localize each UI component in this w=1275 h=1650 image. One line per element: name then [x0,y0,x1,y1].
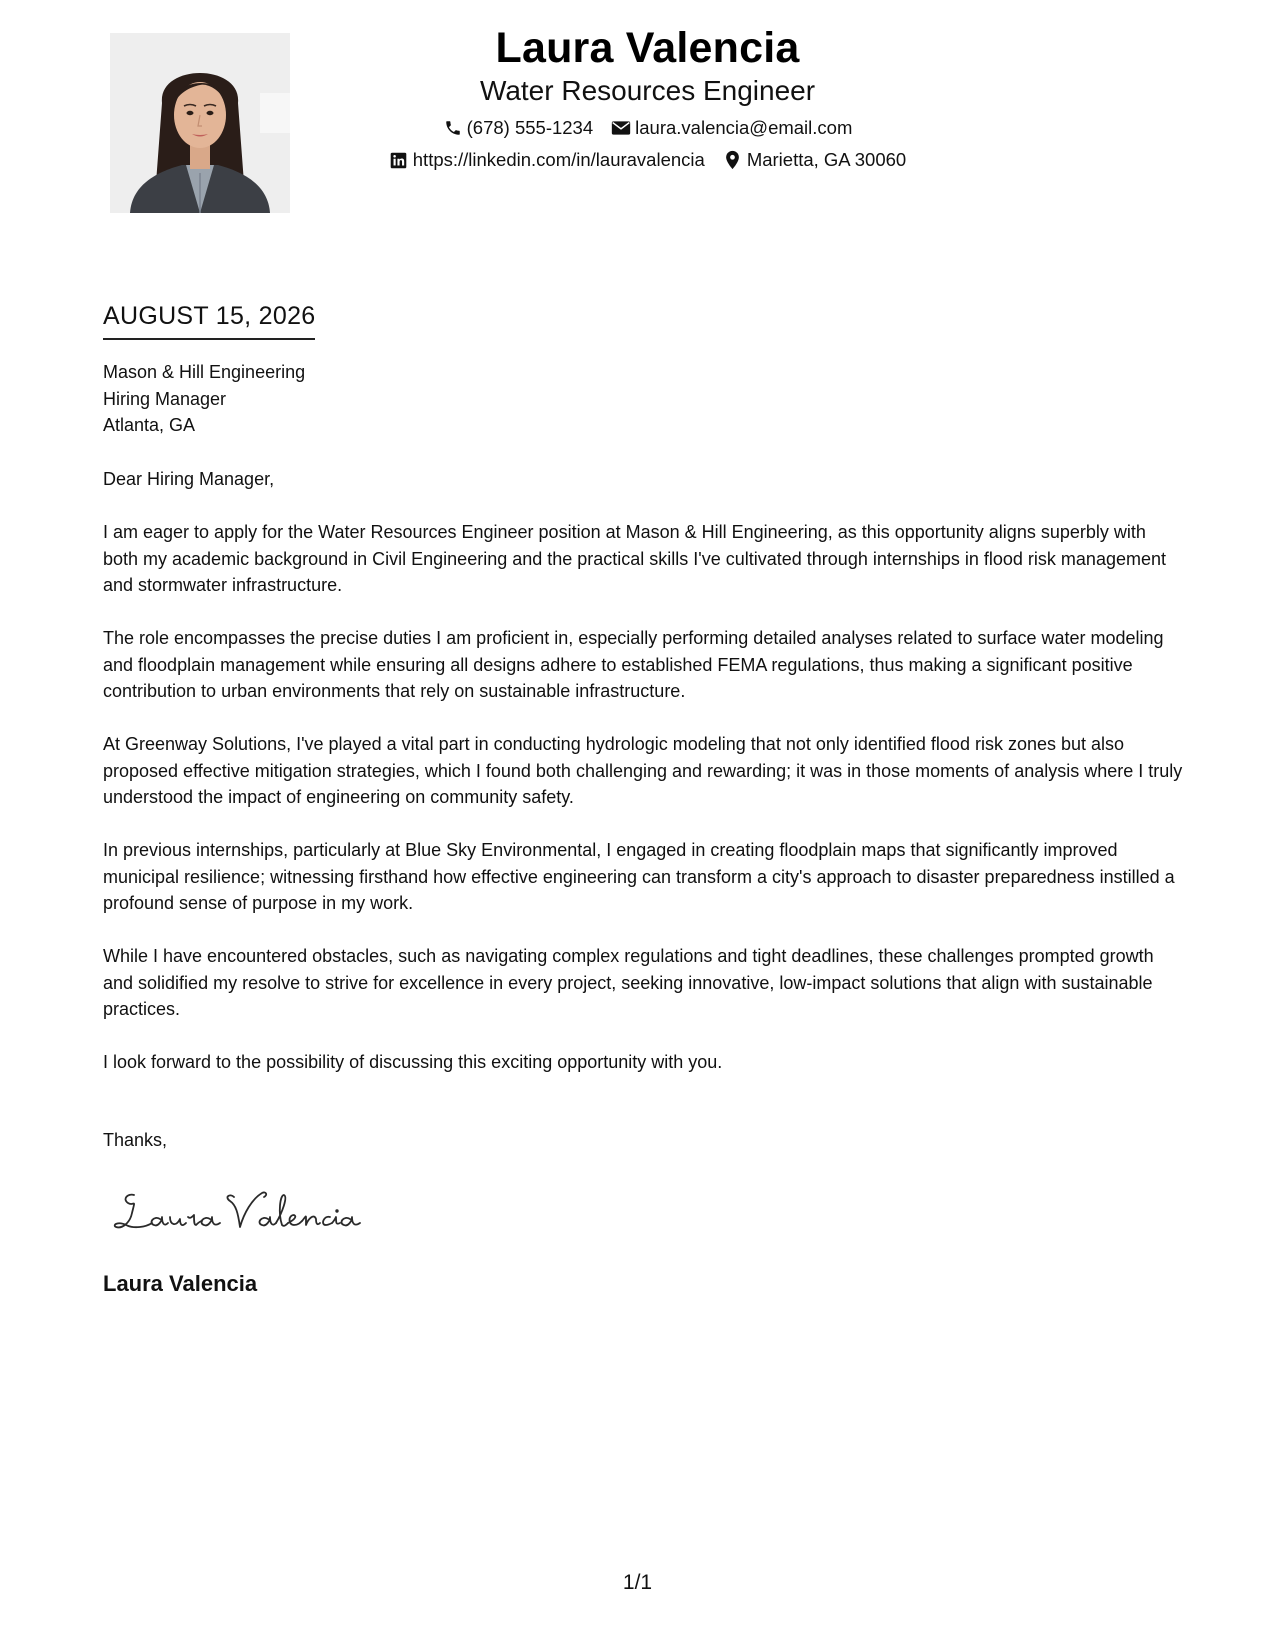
letter-date: AUGUST 15, 2026 [103,300,315,340]
signer-name: Laura Valencia [103,1271,258,1296]
recipient-block [103,359,305,439]
salutation: Dear Hiring Manager, [103,469,275,489]
contact-row-1 [290,116,1005,140]
paragraph-5: While I have encountered obstacles, such as navigating complex regulations and tight deadlines, these challenges prompted growth and solidified my resolve to strive for excellence in every project, seeking innovative, low-impact solutions that align with sustainable practices. [103,946,1154,1019]
resume-header [290,22,1005,172]
profile-photo [110,33,290,213]
contact-location [723,148,906,172]
phone-icon [443,118,463,138]
paragraph-4: In previous internships, particularly at Blue Sky Environmental, I engaged in creating floodplain maps that significantly improved municipal resilience; witnessing firsthand how effective engineering can transform a city's approach to disaster preparedness instilled a profound sense of purpose in my work. [103,840,1175,913]
envelope-icon [611,118,631,138]
recipient-role: Hiring Manager [103,388,227,409]
contact-phone[interactable] [443,116,594,140]
applicant-title: Water Resources Engineer [479,75,816,106]
linkedin-text: https://linkedin.com/in/lauravalencia [412,149,705,170]
location-text: Marietta, GA 30060 [746,149,907,170]
contact-row-2 [290,148,1005,172]
paragraph-1: I am eager to apply for the Water Resources Engineer position at Mason & Hill Engineering, as this opportunity aligns superbly with both my academic background in Civil Engineering and the practical skills I've cultivated through internships in flood risk management and stormwater infrastructure. [103,522,1166,595]
phone-text: (678) 555-1234 [466,117,594,138]
paragraph-2: The role encompasses the precise duties I am proficient in, especially performing detailed analyses related to surface water modeling and floodplain management while ensuring all designs adhere to established FEMA regulations, thus making a significant positive contribution to urban environments that rely on sustainable infrastructure. [103,628,1164,701]
closing: Thanks, [103,1130,168,1150]
portrait-image [110,33,290,213]
applicant-name: Laura Valencia [495,24,800,72]
signature-image [112,1183,372,1241]
contact-linkedin[interactable] [389,148,705,172]
handwritten-signature [112,1183,372,1241]
linkedin-icon [389,150,409,170]
page-number: 1/1 [622,1571,653,1594]
letter-body [103,466,1183,1102]
paragraph-6: I look forward to the possibility of discussing this exciting opportunity with you. [103,1052,723,1072]
paragraph-3: At Greenway Solutions, I've played a vital part in conducting hydrologic modeling that not only identified flood risk zones but also proposed effective mitigation strategies, which I found both challenging and rewarding; it was in those moments of analysis where I truly understood the impact of engineering on community safety. [103,734,1183,807]
email-text: laura.valencia@email.com [635,117,853,138]
map-marker-icon [723,150,743,170]
recipient-location: Atlanta, GA [103,415,196,435]
contact-email[interactable] [611,116,852,140]
recipient-company: Mason & Hill Engineering [103,362,306,382]
